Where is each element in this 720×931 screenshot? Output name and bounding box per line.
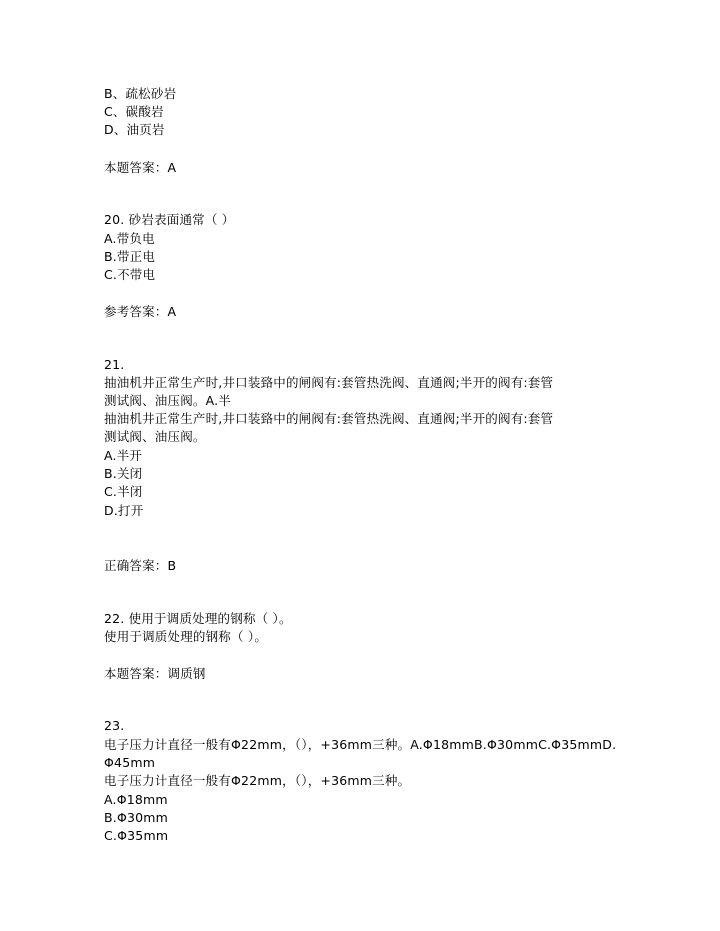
q20-option-a: A.带负电	[104, 231, 155, 246]
q22-stem-repeat: 使用于调质处理的钢称（ ）。	[104, 629, 268, 644]
q21-stem-repeat-line1: 抽油机井正常生产时,井口装臵中的闸阀有:套管热洗阀、直通阀;半开的阀有:套管	[104, 411, 554, 426]
q23-stem-line2: Φ45mm	[104, 755, 156, 770]
q22-stem: 22. 使用于调质处理的钢称（ ）。	[104, 611, 292, 626]
q22-answer: 本题答案：调质钢	[104, 666, 206, 681]
q21-option-a: A.半开	[104, 448, 143, 463]
q21-option-d: D.打开	[104, 503, 144, 518]
q21-stem-repeat-line2: 测试阀、油压阀。	[104, 429, 206, 444]
q23-number: 23.	[104, 718, 125, 733]
q21-answer: 正确答案：B	[104, 558, 177, 573]
q21-number: 21.	[104, 357, 125, 372]
q20-answer: 参考答案：A	[104, 304, 177, 319]
q21-stem-line2: 测试阀、油压阀。A.半	[104, 393, 232, 408]
q23-option-c: C.Φ35mm	[104, 828, 169, 843]
q23-stem-repeat: 电子压力计直径一般有Φ22mm，（），+36mm三种。	[104, 773, 411, 788]
q21-option-b: B.关闭	[104, 466, 143, 481]
q19-option-b: B、疏松砂岩	[104, 86, 177, 101]
q20-stem: 20. 砂岩表面通常（ ）	[104, 212, 235, 227]
q21-stem-line1: 抽油机井正常生产时,井口装臵中的闸阀有:套管热洗阀、直通阀;半开的阀有:套管	[104, 375, 554, 390]
q19-option-c: C、碳酸岩	[104, 104, 164, 119]
q23-stem-line1: 电子压力计直径一般有Φ22mm，（），+36mm三种。A.Φ18mmB.Φ30mmC.Φ35mmD.	[104, 737, 617, 752]
q20-option-c: C.不带电	[104, 267, 156, 282]
q21-option-c: C.半闭	[104, 484, 143, 499]
q20-option-b: B.带正电	[104, 249, 156, 264]
q23-option-a: A.Φ18mm	[104, 792, 168, 807]
q19-answer: 本题答案：A	[104, 160, 177, 175]
q23-option-b: B.Φ30mm	[104, 810, 169, 825]
q19-option-d: D、油页岩	[104, 122, 165, 137]
